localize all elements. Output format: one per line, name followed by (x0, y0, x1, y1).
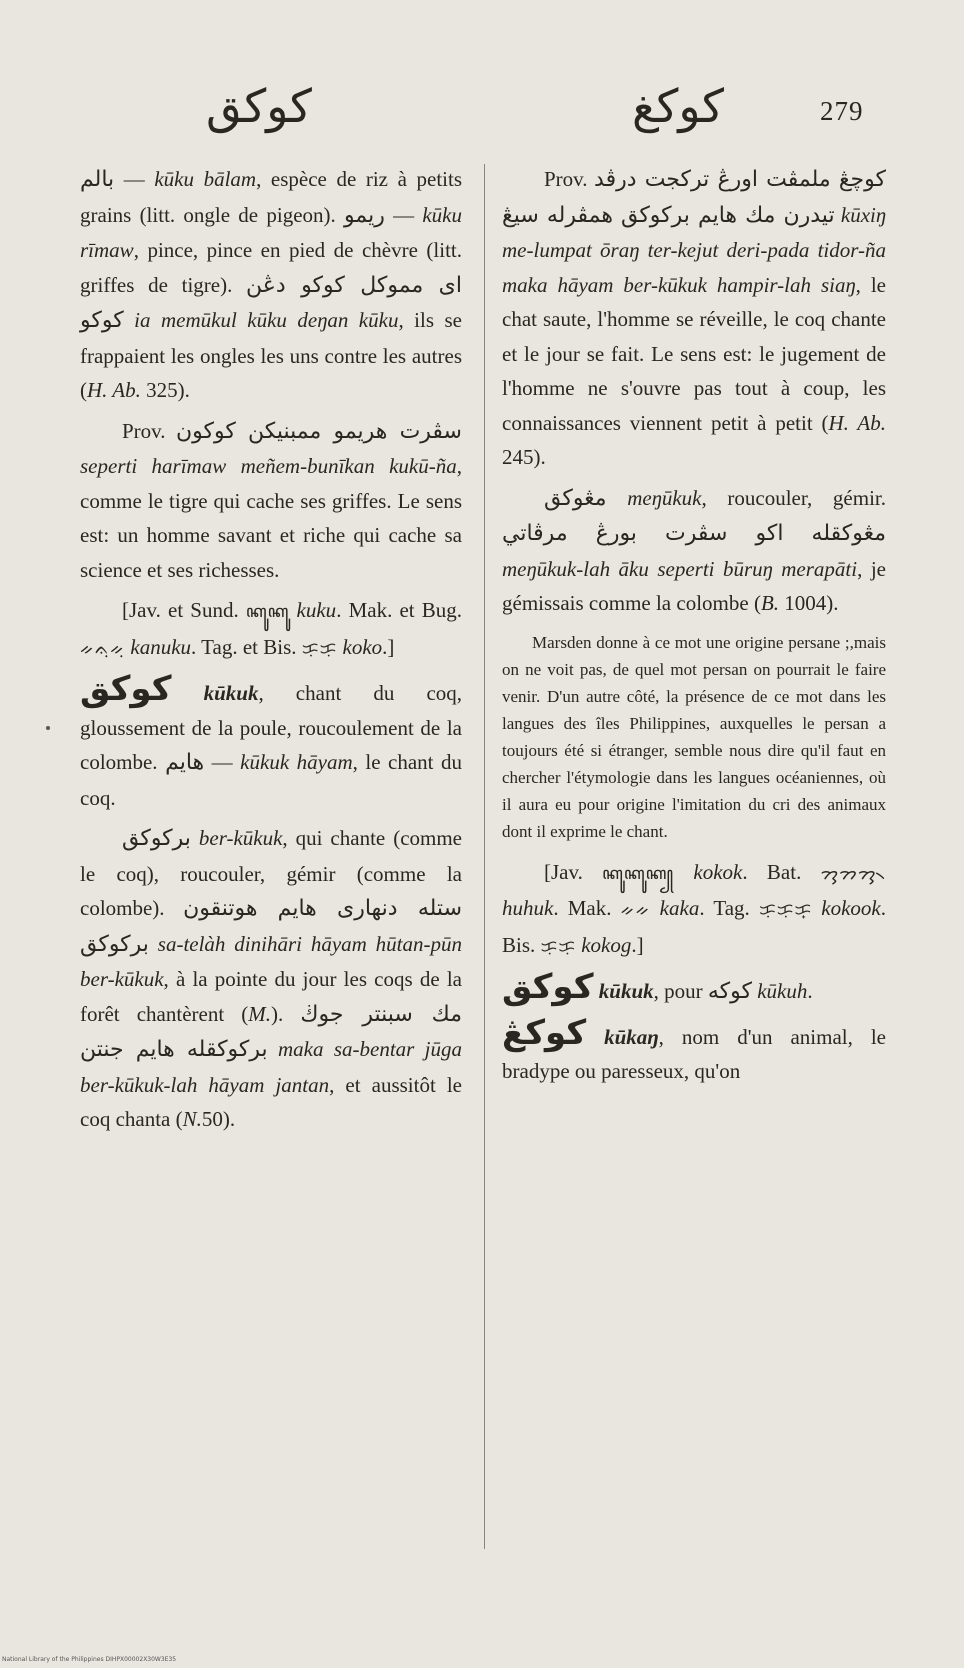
body-text: . Tag. (699, 896, 759, 920)
body-text (268, 1037, 278, 1061)
romanized-text: kūxiŋ me-lumpat ōraŋ ter-kejut deri-pada tidor-ña maka hāyam ber-kūkuk hampir-lah siaŋ (502, 202, 887, 297)
body-text: 325). (140, 378, 190, 402)
body-text: , ils se frappaient les ongles les uns contre les autres ( (80, 308, 462, 402)
body-text (172, 681, 204, 705)
jawi-text: بركوكق (122, 826, 191, 851)
body-text (289, 598, 296, 622)
romanized-text: koko (342, 634, 383, 659)
body-text: 50). (201, 1107, 236, 1131)
body-text: Prov. (122, 418, 176, 443)
library-footer: National Library of the Philippines DIHPX00002X30W3E35 (2, 1656, 177, 1663)
jawi-text: ريمو (344, 202, 385, 228)
script-text: ᜃᜓᜃᜓᜃ᜔ (758, 900, 813, 920)
body-text: [Jav. et Sund. (122, 598, 246, 622)
headword-jawi: كوكق (80, 669, 172, 709)
romanized-text: H. Ab. (87, 378, 141, 402)
body-text: , et aussitôt le coq chanta ( (80, 1072, 463, 1131)
body-text: , espèce de riz à petits grains (litt. ongle de pigeon). (80, 167, 462, 227)
script-text: ᨀᨀ (620, 900, 651, 920)
body-text: , à la pointe du jour les coqs de la forêt chantèrent ( (80, 967, 462, 1026)
entry-kuku-balam (80, 162, 462, 408)
body-text: , pince, pince en pied de chèvre (litt. griffes de tigre). (80, 238, 462, 297)
jawi-text: هايم (165, 750, 205, 775)
script-text: ꦏꦸꦏꦸ (245, 602, 290, 622)
romanized-text: B. (760, 591, 780, 615)
body-text: [Jav. (544, 859, 603, 884)
body-text: Prov. (544, 167, 595, 191)
romanized-text: kūku rīmaw (80, 202, 463, 262)
jawi-text: كوكه (707, 979, 752, 1004)
romanized-text: ia memūkul kūku deŋan kūku (134, 308, 399, 332)
body-text: .] (631, 932, 644, 957)
romanized-text: kanuku (130, 634, 192, 659)
romanized-text: kokook (821, 896, 881, 920)
romanized-text: kokok (693, 859, 743, 884)
cognates-kukuk (502, 855, 886, 965)
romanized-text: ber-kūkuk (198, 826, 283, 850)
body-text: . Tag. et Bis. (191, 634, 302, 659)
page-number: 279 (820, 96, 864, 126)
script-text: ꦏꦸꦏꦸꦏ꧀ (602, 863, 675, 884)
left-column (80, 162, 462, 1143)
body-text: . Bis. (502, 896, 886, 957)
body-text: , chant du coq, gloussement de la poule, roucoulement de la colombe. (80, 681, 463, 774)
right-heading: كوكغ (632, 81, 725, 132)
marsden-note: Marsden donne à ce mot une origine persane ;,mais on ne voit pas, de quel mot persan on pourrait le faire venir. D'un autre côté, la présence de ce mot dans les langues des îles Philippines, auxquelles le persan a toujours été si étranger, semble nous dire qu'il faut en chercher l'étymologie dans les langues océaniennes, où il aura eu pour origine l'imitation du cri des animaux dont il exprime le chant. (502, 632, 886, 841)
body-text (651, 896, 660, 920)
margin-speck (46, 726, 50, 730)
jawi-text: سڤرت هريمو ممبنيكن كوكون (175, 418, 462, 444)
body-text: , le chat saute, l'homme se réveille, le coq chante et le jour se fait. Le sens est: le jugement de l'homme ne s'ouvre pas tout à coup, les connaissances viennent petit à petit ( (502, 272, 886, 435)
romanized-text: meŋūkuk-lah āku seperti būruŋ merapāti (502, 556, 858, 581)
romanized-text: meŋūkuk (627, 485, 702, 510)
entry-kukuk (80, 669, 463, 815)
body-text: — (114, 167, 155, 191)
script-text: ᯂᯮᯂᯮᯂ᯲ (820, 863, 886, 884)
headword-jawi: كوكڠ (502, 1012, 587, 1053)
body-text: . Mak. (553, 896, 621, 920)
body-text: . Mak. et Bug. (336, 598, 463, 622)
jawi-text: مك سبنتر جوڬ بركوكقله هايم جنتن (80, 1001, 462, 1062)
body-text (149, 932, 158, 956)
entry-kukuk-pour-kukuh (502, 967, 886, 1010)
romanized-text: huhuk (502, 896, 554, 920)
body-text: , pour (653, 979, 708, 1003)
romanized-text: kuku (296, 598, 337, 622)
body-text: , roucouler, gémir. (701, 485, 886, 510)
body-text: — (204, 750, 241, 774)
proverb-harimaw (80, 414, 462, 588)
romanized-text: maka sa-bentar jūga ber-kūkuk-lah hāyam jantan (80, 1037, 462, 1097)
entry-kukang (502, 1012, 887, 1089)
headword: kūkuk (598, 979, 654, 1003)
body-text (586, 1025, 604, 1049)
body-text: , nom d'un animal, le bradype ou paresseux, qu'on (502, 1024, 887, 1083)
headword: kūkuk (203, 681, 259, 705)
body-text (607, 486, 628, 510)
body-text: , je gémissais comme la colombe ( (502, 556, 886, 615)
jawi-text: بالم (80, 167, 115, 192)
entry-mengukuk (502, 481, 886, 621)
body-text (812, 896, 821, 920)
script-text: ᨀᨊᨘᨀᨘ (80, 638, 126, 659)
body-text: , le chant du coq. (80, 750, 463, 810)
romanized-text: H. Ab. (828, 410, 886, 435)
cognates-kuku (80, 593, 462, 666)
body-text (191, 826, 199, 850)
romanized-text: kokog (581, 932, 632, 957)
jawi-text: ستله دنهارى هايم هوتنقون بركوكق (80, 896, 462, 957)
romanized-text: seperti harīmaw meñem-bunīkan kukū-ña (80, 454, 457, 478)
romanized-text: kaka (659, 896, 700, 920)
body-text (124, 308, 134, 332)
body-text: , comme le tigre qui cache ses griffes. Le sens est: un homme savant et riche qui cache sa science et ses richesses. (80, 454, 462, 582)
body-text: 1004). (779, 591, 839, 615)
script-text: ᜃᜓᜃᜓ (540, 936, 576, 957)
body-text: . Bat. (742, 859, 821, 884)
jawi-text: كوچڠ ملمڤت اورڠ تركجت درڤد تيدرن مك هايم بركوكق همڤرله سيڠ (502, 167, 886, 228)
jawi-text: مڠوكق (544, 485, 607, 511)
body-text (674, 860, 693, 884)
romanized-text: N. (182, 1107, 202, 1131)
romanized-text: kūkuh (757, 979, 808, 1003)
body-text: ). (271, 1001, 301, 1026)
script-text: ᜃᜓᜃᜓ (301, 638, 338, 659)
headword: kūkaŋ (604, 1024, 659, 1049)
body-text: . (807, 979, 813, 1003)
column-divider (484, 164, 485, 1549)
body-text: .] (382, 634, 395, 659)
proverb-kuching (502, 162, 886, 475)
body-text: , qui chante (comme le coq), roucouler, gémir (comme la colombe). (80, 826, 463, 920)
headword-jawi: كوكق (502, 967, 594, 1007)
romanized-text: kūku bālam (154, 167, 257, 191)
jawi-text: مڠوكقله اكو سڤرت بورڠ مرڤاتي (502, 521, 886, 546)
jawi-text: اى مموكل كوكو دڠن كوكو (80, 272, 462, 333)
romanized-text: kūkuk hāyam (240, 750, 353, 774)
body-text: 245). (502, 445, 546, 469)
romanized-text: M. (248, 1001, 272, 1026)
left-heading: كوكق (206, 81, 312, 132)
body-text: — (384, 202, 423, 227)
entry-ber-kukuk (80, 821, 462, 1137)
right-column (502, 162, 886, 1095)
romanized-text: sa-telàh dinihāri hāyam hūtan-pūn ber-kūkuk (80, 931, 462, 991)
